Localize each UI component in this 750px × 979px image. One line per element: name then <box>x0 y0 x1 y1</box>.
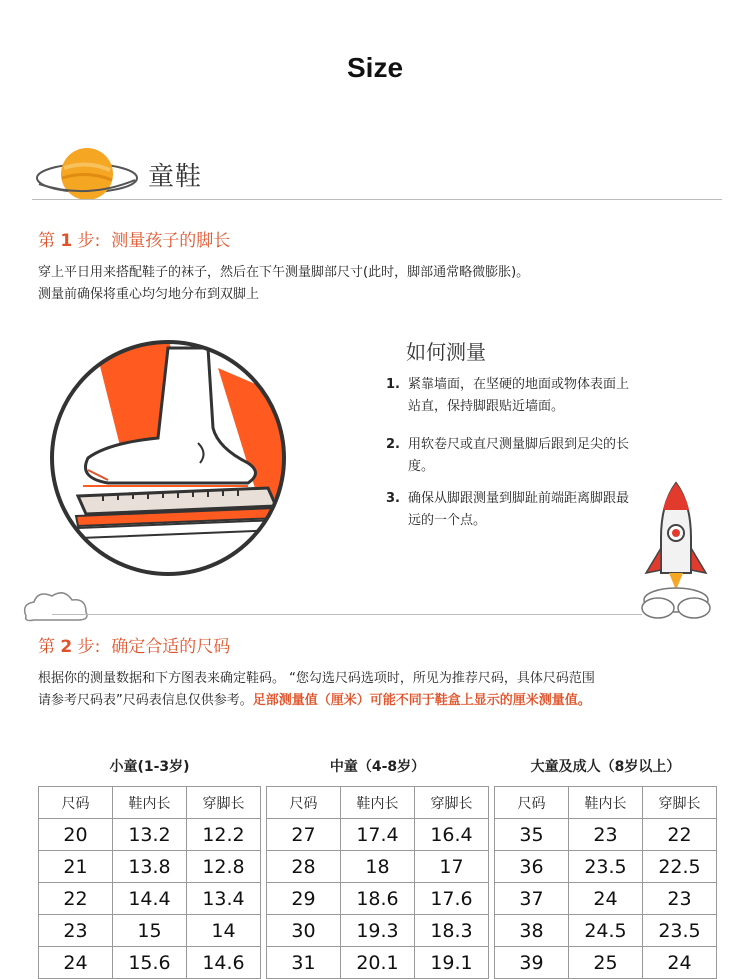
foot-measure-illustration <box>48 338 288 578</box>
table-cell: 24 <box>39 947 113 979</box>
how-item-number: 1. <box>386 377 400 392</box>
step2-title <box>38 632 230 657</box>
table-cell: 24.5 <box>569 915 643 947</box>
step2-prefix: 第 <box>38 637 55 657</box>
table-cell: 39 <box>495 947 569 979</box>
table-header-row <box>39 787 261 819</box>
table-row <box>39 915 261 947</box>
col-header: 鞋内长 <box>341 787 415 819</box>
step2-line <box>38 690 718 712</box>
how-item-text: 紧靠墙面，在坚硬的地面或物体表面上站直，保持脚跟贴近墙面。 <box>408 377 630 414</box>
table-cell: 31 <box>267 947 341 979</box>
table-cell: 15.6 <box>113 947 187 979</box>
table-cell: 17.6 <box>415 883 489 915</box>
step1-number: 1 <box>60 231 73 251</box>
table-cell: 14.4 <box>113 883 187 915</box>
size-table <box>494 786 717 979</box>
table-cell: 15 <box>113 915 187 947</box>
table-cell: 23.5 <box>569 851 643 883</box>
table-cell: 24 <box>569 883 643 915</box>
cloud-icon <box>16 586 96 626</box>
table-row <box>267 851 489 883</box>
table-row <box>39 947 261 979</box>
table-row <box>267 819 489 851</box>
table-cell: 20 <box>39 819 113 851</box>
table-cell: 22 <box>39 883 113 915</box>
table-cell: 17.4 <box>341 819 415 851</box>
size-table-youth-adult <box>494 748 717 979</box>
table-cell: 35 <box>495 819 569 851</box>
col-header: 尺码 <box>39 787 113 819</box>
table-cell: 23 <box>643 883 717 915</box>
table-cell: 19.3 <box>341 915 415 947</box>
table-cell: 38 <box>495 915 569 947</box>
table-row <box>39 819 261 851</box>
table-cell: 27 <box>267 819 341 851</box>
how-item-text: 用软卷尺或直尺测量脚后跟到足尖的长度。 <box>408 437 630 474</box>
step1-line: 测量前确保将重心均匀地分布到双脚上 <box>38 287 260 302</box>
step1-paragraph <box>38 262 718 306</box>
step1-prefix: 第 <box>38 231 55 251</box>
table-cell: 13.4 <box>187 883 261 915</box>
how-to-measure-title: 如何测量 <box>406 340 486 364</box>
table-cell: 23 <box>39 915 113 947</box>
col-header: 尺码 <box>267 787 341 819</box>
step1-line: 穿上平日用来搭配鞋子的袜子，然后在下午测量脚部尺寸(此时，脚部通常略微膨胀)。 <box>38 265 530 280</box>
col-header: 鞋内长 <box>113 787 187 819</box>
rocket-icon <box>636 478 716 628</box>
table-cell: 37 <box>495 883 569 915</box>
col-header: 穿脚长 <box>187 787 261 819</box>
table-cell: 13.2 <box>113 819 187 851</box>
table-cell: 21 <box>39 851 113 883</box>
table-row <box>267 883 489 915</box>
table-cell: 25 <box>569 947 643 979</box>
step2-text: 确定合适的尺码 <box>111 637 231 657</box>
col-header: 鞋内长 <box>569 787 643 819</box>
step1-title <box>38 226 230 251</box>
table-header-row <box>495 787 717 819</box>
step1-suffix: 步: <box>77 231 101 251</box>
table-cell: 19.1 <box>415 947 489 979</box>
table-cell: 23 <box>569 819 643 851</box>
header-divider <box>32 199 722 200</box>
table-caption: 大童及成人（8岁以上） <box>530 759 681 775</box>
table-caption: 小童(1-3岁) <box>109 759 190 775</box>
table-cell: 14.6 <box>187 947 261 979</box>
table-row <box>495 947 717 979</box>
page-title: Size <box>346 52 404 83</box>
step1-text: 测量孩子的脚长 <box>111 231 231 251</box>
table-row <box>267 915 489 947</box>
size-table-toddler <box>38 748 261 979</box>
table-cell: 24 <box>643 947 717 979</box>
how-item-number: 2. <box>386 437 400 452</box>
col-header: 穿脚长 <box>415 787 489 819</box>
step2-suffix: 步: <box>77 637 101 657</box>
table-row <box>39 883 261 915</box>
step2-line-normal: 请参考尺码表”尺码表信息仅供参考。 <box>38 693 253 708</box>
col-header: 尺码 <box>495 787 569 819</box>
table-cell: 13.8 <box>113 851 187 883</box>
table-row <box>267 947 489 979</box>
table-row <box>495 851 717 883</box>
table-cell: 36 <box>495 851 569 883</box>
how-item <box>386 434 646 478</box>
table-cell: 30 <box>267 915 341 947</box>
table-cell: 18.6 <box>341 883 415 915</box>
table-row <box>495 883 717 915</box>
step2-line: 根据你的测量数据和下方图表来确定鞋码。 “您勾选尺码选项时，所见为推荐尺码，具体尺码范围 <box>38 671 595 686</box>
how-item <box>386 488 646 532</box>
table-caption: 中童（4-8岁） <box>329 759 426 775</box>
how-item-number: 3. <box>386 491 400 506</box>
table-row <box>495 819 717 851</box>
size-table <box>266 786 489 979</box>
table-cell: 20.1 <box>341 947 415 979</box>
table-cell: 17 <box>415 851 489 883</box>
table-cell: 14 <box>187 915 261 947</box>
table-cell: 28 <box>267 851 341 883</box>
table-cell: 12.2 <box>187 819 261 851</box>
table-cell: 12.8 <box>187 851 261 883</box>
table-row <box>39 851 261 883</box>
table-cell: 18.3 <box>415 915 489 947</box>
table-row <box>495 915 717 947</box>
size-table-child <box>266 748 489 979</box>
table-header-row <box>267 787 489 819</box>
col-header: 穿脚长 <box>643 787 717 819</box>
section-heading: 童鞋 <box>148 162 203 192</box>
step2-warning: 足部测量值（厘米）可能不同于鞋盒上显示的厘米测量值。 <box>252 693 591 708</box>
section-divider <box>52 614 642 615</box>
table-cell: 23.5 <box>643 915 717 947</box>
step2-paragraph <box>38 668 718 712</box>
table-cell: 16.4 <box>415 819 489 851</box>
table-cell: 22 <box>643 819 717 851</box>
table-cell: 22.5 <box>643 851 717 883</box>
table-cell: 18 <box>341 851 415 883</box>
step2-number: 2 <box>60 637 73 657</box>
how-item <box>386 374 646 418</box>
how-item-text: 确保从脚跟测量到脚趾前端距离脚跟最远的一个点。 <box>408 491 630 528</box>
table-cell: 29 <box>267 883 341 915</box>
size-table <box>38 786 261 979</box>
